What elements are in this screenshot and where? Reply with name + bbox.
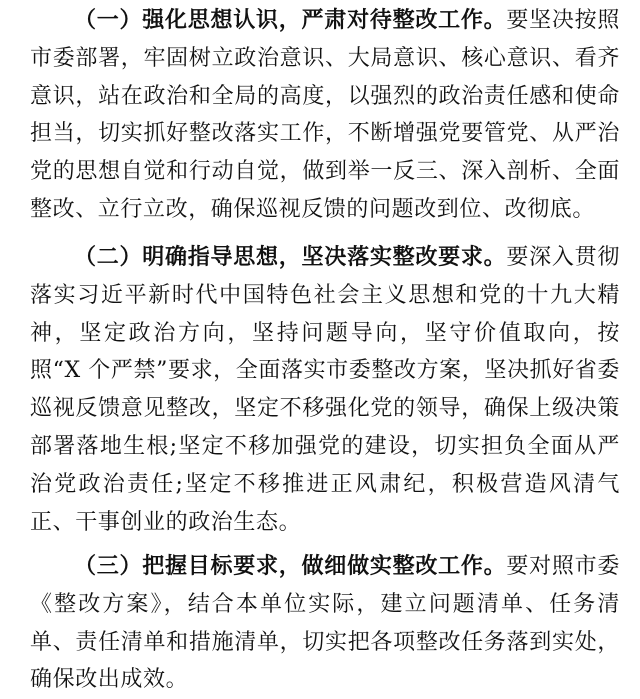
paragraph-1 — [30, 2, 620, 229]
paragraph-2-heading: （二）明确指导思想，坚决落实整改要求。 — [74, 244, 507, 270]
paragraph-1-body: 要坚决按照市委部署，牢固树立政治意识、大局意识、核心意识、看齐意识，站在政治和全局的高度，以强烈的政治责任感和使命担当，切实抓好整改落实工作，不断增强党要管党、从严治党的思想自觉和行动自觉，做到举一反三、深入剖析、全面整改、立行立改，确保巡视反馈的问题改到位、改彻底。 — [30, 8, 620, 222]
paragraph-2 — [30, 239, 620, 541]
paragraph-3-heading: （三）把握目标要求，做细做实整改工作。 — [74, 553, 507, 579]
paragraph-1-heading: （一）强化思想认识，严肃对待整改工作。 — [74, 7, 507, 33]
paragraph-3-body: 要对照市委《整改方案》，结合本单位实际，建立问题清单、任务清单、责任清单和措施清单，切实把各项整改任务落到实处，确保改出成效。 — [30, 554, 620, 693]
paragraph-2-body: 要深入贯彻落实习近平新时代中国特色社会主义思想和党的十九大精神，坚定政治方向，坚持问题导向，坚守价值取向，按照“X 个严禁”要求，全面落实市委整改方案，坚决抓好省委巡视反馈意见整改，坚定不移强化党的领导，确保上级决策部署落地生根;坚定不移加强党的建设，切实担负全面从严治党政治责任;坚定不移推进正风肃纪，积极营造风清气正、干事创业的政治生态。 — [30, 245, 620, 535]
paragraph-3 — [30, 548, 620, 699]
